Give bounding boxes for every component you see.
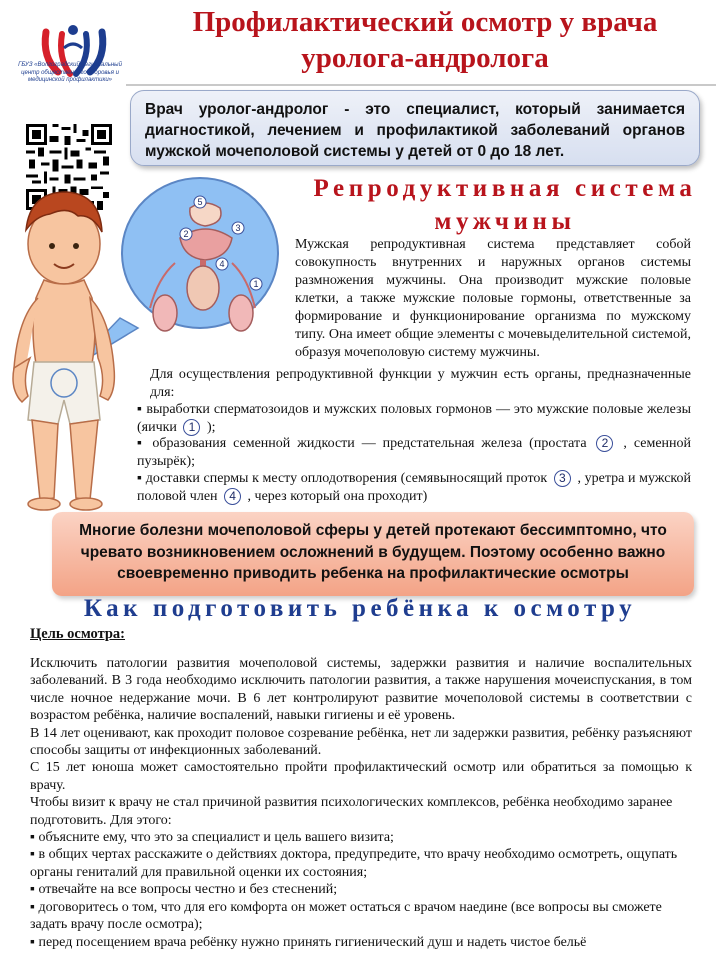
section-title-reproductive-system: Репродуктивная система мужчины [313,175,697,235]
body-paragraph: Исключить патологии развития мочеполовой системы, задержки развития и наличие воспалительных заболеваний. В 3 года необходимо исключить патологии развития, а также нарушения мочеиспускания, в том числе ночное недержание мочи. В 6 лет контролируют развитие мочеполовой системы в соответствии с возрастом ребёнка, наличие воспалений, навыки гигиены и её уровень. [30,656,692,724]
body-paragraph: В 14 лет оценивают, как проходит половое созревание ребёнка, нет ли задержки развития, ребёнку разъясняют способы защиты от инфекционных заболеваний. [30,725,692,759]
number-badge: 3 [554,470,571,487]
warning-box [52,512,694,596]
diagram-label-4: 4 [219,259,225,269]
logo-caption: ГБУЗ «Волгоградский региональный центр общественного здоровья и медицинской профилактики» [18,62,122,83]
warning-text: Многие болезни мочеполовой сферы у детей протекают бессимптомно, что чревато возникновением осложнений в будущем. Поэтому особенно важно своевременно приводить ребенка на профилактические осмотры [79,522,667,582]
bullet-icon: ▪ [137,471,146,486]
goal-label: Цель осмотра: [30,626,126,642]
organ-list-item: ▪ образования семенной жидкости — предстательная железа (простата 2 , семенной пузырёк); [137,436,692,469]
diagram-label-2: 2 [183,229,189,239]
tip-item: ▪ в общих чертах расскажите о действиях доктора, предупредите, что врачу необходимо осмотреть, ощупать органы гениталий для правильной оценки их состояния; [30,847,678,880]
intro-text: Врач уролог-андролог - это специалист, который занимается диагностикой, лечением и профилактикой заболеваний органов мужской мочеполовой системы у детей от 0 до 18 лет. [145,101,685,160]
tip-item: ▪ перед посещением врача ребёнку нужно принять гигиенический душ и надеть чистое бельё [30,934,587,950]
intro-box [130,90,700,166]
number-badge: 1 [183,419,200,436]
tip-item: ▪ отвечайте на все вопросы честно и без стеснений; [30,882,338,898]
bullet-icon: ▪ [30,934,39,950]
bullet-icon: ▪ [137,402,147,417]
reproductive-system-paragraph: Мужская репродуктивная система представляет собой совокупность внутренних и наружных органов системы размножения мужчины. Она производит мужские половые клетки, а также мужские половые гормоны, ответственные за формирование и функционирование организма по мужскому типу. Она имеет общие элементы с мочевыделительной системой, образуя мочеполовую систему мужчины. [295,237,691,360]
body-paragraph: С 15 лет юноша может самостоятельно пройти профилактический осмотр или обратиться за помощью к врачу. [30,760,692,793]
header-divider [126,84,716,86]
number-badge: 2 [596,435,613,452]
bullet-icon: ▪ [30,899,39,915]
organization-logo [28,8,118,100]
organs-intro-text: Для осуществления репродуктивной функции у мужчин есть органы, предназначенные для: [150,367,691,400]
diagram-label-1: 1 [253,279,259,289]
preparation-body [30,655,692,951]
number-badge: 4 [224,488,241,505]
diagram-label-3: 3 [235,223,241,233]
section-title-preparation: Как подготовить ребёнка к осмотру [83,595,637,622]
bullet-icon: ▪ [30,830,39,846]
organ-list-item: ▪ выработки сперматозоидов и мужских половых гормонов — это мужские половые железы (яички 1 ); [137,402,691,435]
tip-item: ▪ договоритесь о том, что для его комфорта он может остаться с врачом наедине (все вопросы вы сможете задать врачу после осмотра); [30,899,662,933]
bullet-icon: ▪ [137,436,153,451]
bullet-icon: ▪ [30,882,39,898]
tip-item: ▪ объясните ему, что это за специалист и цель вашего визита; [30,830,394,846]
bullet-icon: ▪ [30,847,39,863]
diagram-label-5: 5 [197,197,203,207]
page-title: Профилактический осмотр у врача уролога-андролога [192,6,658,74]
body-paragraph: Чтобы визит к врачу не стал причиной развития психологических комплексов, ребёнка необходимо заранее подготовить. Для этого: [30,795,673,828]
organ-list-item: ▪ доставки спермы к месту оплодотворения (семявыносящий проток 3 , уретра и мужской половой член 4 , через который она проходит) [137,471,691,504]
